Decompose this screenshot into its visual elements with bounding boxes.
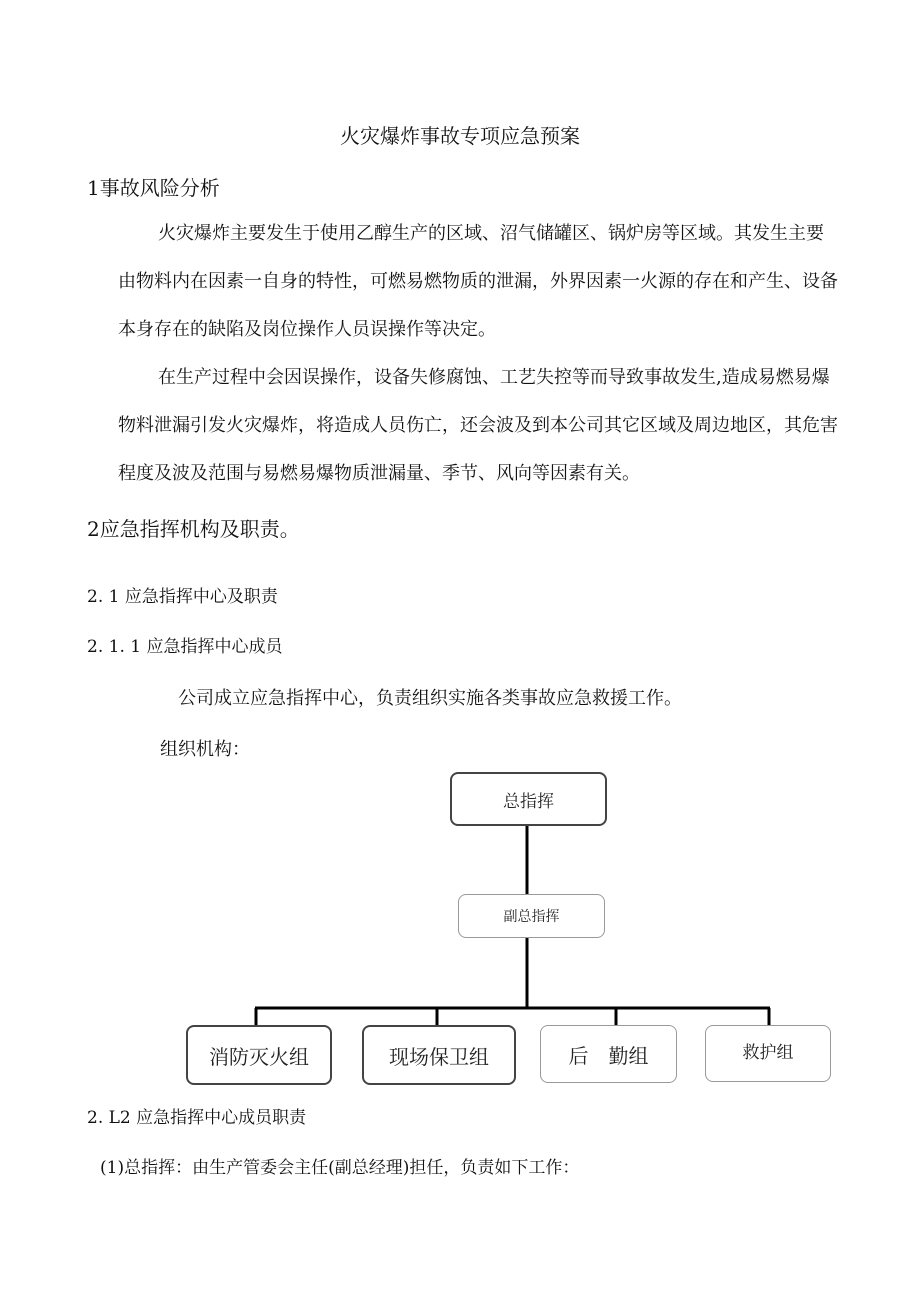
section-2-1-heading: 2. 1 应急指挥中心及职责: [87, 587, 278, 607]
section-2-heading: 2应急指挥机构及职责。: [87, 517, 300, 541]
org-node-logistics-group: 后 勤组: [540, 1025, 677, 1083]
list-item-chief-commander: (1)总指挥：由生产管委会主任(副总经理)担任，负责如下工作：: [100, 1158, 580, 1178]
document-title: 火灾爆炸事故专项应急预案: [340, 124, 580, 148]
org-node-medical-rescue-group: 救护组: [705, 1025, 831, 1082]
org-structure-label: 组织机构：: [160, 739, 250, 760]
paragraph-risk-consequences: 在生产过程中会因误操作，设备失修腐蚀、工艺失控等而导致事故发生,造成易燃易爆物料泄漏引发火灾爆炸，将造成人员伤亡，还会波及到本公司其它区域及周边地区，其危害程度及波及范围与易燃易爆物质泄漏量、季节、风向等因素有关。: [118, 367, 838, 484]
org-node-firefighting-group: 消防灭火组: [186, 1025, 332, 1085]
section-2-1-2-heading: 2. L2 应急指挥中心成员职责: [87, 1108, 307, 1128]
section-2-1-1-heading: 2. 1. 1 应急指挥中心成员: [87, 637, 283, 657]
org-node-deputy-commander: 副总指挥: [458, 894, 605, 938]
org-node-onsite-security-group: 现场保卫组: [362, 1025, 516, 1085]
org-node-chief-commander: 总指挥: [450, 772, 607, 826]
paragraph-risk-sources: 火灾爆炸主要发生于使用乙醇生产的区域、沼气储罐区、锅炉房等区域。其发生主要由物料内在因素一自身的特性，可燃易燃物质的泄漏，外界因素一火源的存在和产生、设备本身存在的缺陷及岗位操作人员误操作等决定。: [118, 223, 838, 340]
section-1-heading: 1事故风险分析: [87, 176, 220, 200]
company-command-center-line: 公司成立应急指挥中心，负责组织实施各类事故应急救援工作。: [178, 688, 682, 709]
